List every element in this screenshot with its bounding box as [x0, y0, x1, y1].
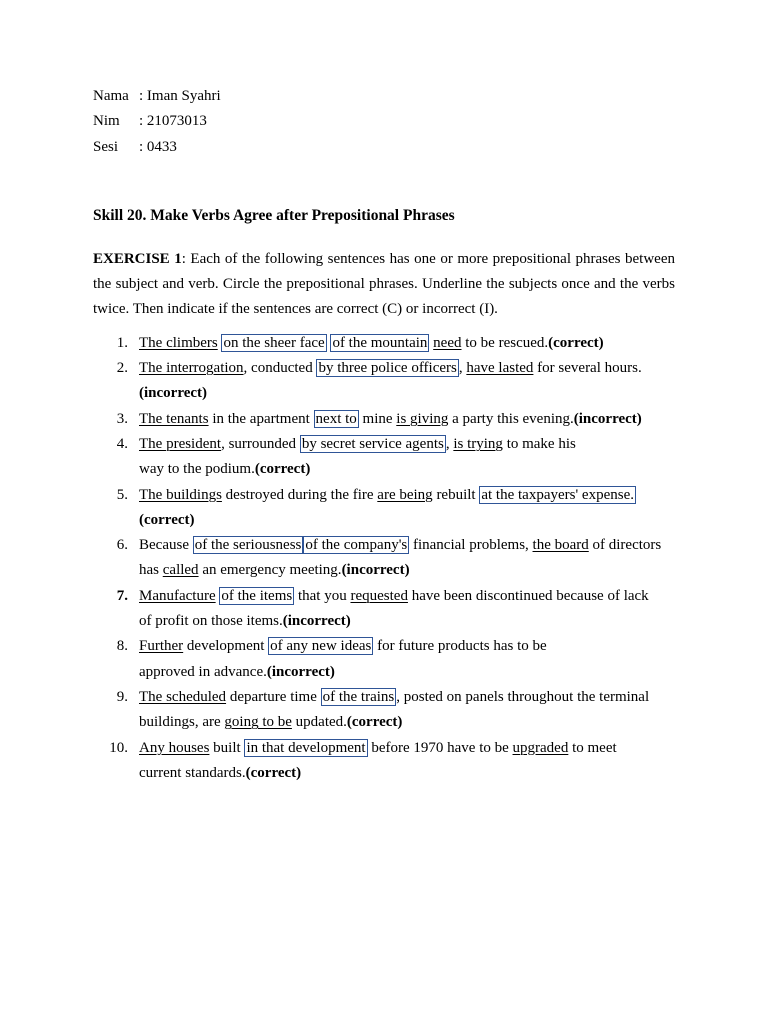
answer-label: (incorrect): [266, 663, 335, 680]
sentence-text: to be rescued.: [461, 334, 549, 351]
underlined-text: upgraded: [512, 739, 569, 756]
skill-heading: Skill 20. Make Verbs Agree after Prepositional Phrases: [93, 206, 455, 224]
document-page: [93, 84, 675, 786]
list-item: [93, 483, 675, 534]
underlined-text: going to be: [224, 714, 292, 731]
item-number: 9.: [116, 688, 128, 705]
answer-label: (incorrect): [139, 385, 208, 402]
sentence-text: buildings, are: [139, 714, 225, 731]
item-number: 3.: [116, 410, 128, 427]
underlined-text: The buildings: [139, 486, 222, 503]
nama-label: Nama: [93, 88, 129, 104]
circled-phrase: of the company's: [305, 537, 408, 554]
sentence-text: approved in advance.: [139, 663, 267, 680]
circled-phrase: of the seriousness: [194, 537, 302, 554]
answer-label: (correct): [245, 764, 302, 781]
circled-phrase: of any new ideas: [270, 638, 372, 655]
sentence-text: updated.: [291, 714, 347, 731]
list-item: [93, 533, 675, 584]
sentence-text: Because: [139, 537, 193, 554]
answer-label: (correct): [548, 334, 604, 351]
circled-phrase: on the sheer face: [223, 334, 325, 351]
sentence-text: destroyed during the fire: [221, 486, 378, 503]
underlined-text: The scheduled: [139, 688, 227, 705]
sentence-text: , posted on panels throughout the terminal: [396, 688, 650, 705]
exercise-text: : Each of the following sentences has one or more prepositional phrases between the subject and verb. Circle the prepositional phrases. Underline the subjects once and the verbs twice. Then indicate if the sentences are correct (C) or incorrect (I).: [93, 250, 675, 318]
underlined-text: is giving: [396, 410, 449, 427]
sentence-text: rebuilt: [432, 486, 480, 503]
sentence-text: ,: [445, 435, 454, 452]
list-item: [93, 331, 675, 356]
item-number: 5.: [116, 486, 128, 503]
sentence-text: built: [209, 739, 245, 756]
circled-phrase: of the trains: [322, 688, 395, 705]
answer-label: (correct): [254, 461, 311, 478]
sentence-text: for several hours.: [533, 360, 642, 377]
item-number: 10.: [109, 739, 128, 756]
info-row-nama: [93, 84, 675, 109]
info-row-sesi: [93, 135, 675, 160]
sentence-text: departure time: [226, 688, 321, 705]
underlined-text: are being: [377, 486, 433, 503]
sentence-text: of profit on those items.: [139, 613, 283, 630]
answer-label: (correct): [346, 714, 403, 731]
exercise-label: EXERCISE 1: [93, 250, 182, 267]
circled-phrase: by three police officers: [318, 360, 457, 377]
sentence-text: to make his: [502, 435, 576, 452]
sentence-text: current standards.: [139, 764, 246, 781]
item-number: 2.: [116, 360, 128, 377]
sentence-text: to meet: [568, 739, 617, 756]
sentence-text: development: [183, 638, 269, 655]
sentence-text: , surrounded: [221, 435, 300, 452]
nama-value: : Iman Syahri: [139, 88, 221, 104]
sentence-text: have been discontinued because of lack: [407, 587, 649, 604]
circled-phrase: next to: [315, 410, 357, 427]
info-row-nim: [93, 109, 675, 134]
circled-phrase: at the taxpayers' expense.: [481, 486, 634, 503]
sentence-text: a party this evening.: [448, 410, 574, 427]
sentence-text: of directors: [588, 537, 662, 554]
underlined-text: The interrogation: [139, 360, 244, 377]
sentence-text: financial problems,: [409, 537, 533, 554]
answer-label: (incorrect): [282, 613, 351, 630]
circled-phrase: in that development: [246, 739, 366, 756]
item-number: 8.: [116, 638, 128, 655]
student-info: [93, 84, 675, 160]
list-item: [93, 584, 675, 635]
sentence-text: in the apartment: [208, 410, 314, 427]
underlined-text: called: [162, 562, 199, 579]
list-item: [93, 634, 675, 685]
sesi-label: Sesi: [93, 138, 119, 155]
underlined-text: Manufacture: [139, 587, 216, 604]
underlined-text: The climbers: [139, 334, 218, 351]
item-number: 7.: [116, 587, 128, 604]
list-item: [93, 356, 675, 407]
underlined-text: have lasted: [466, 360, 534, 377]
sentence-text: that you: [294, 587, 351, 604]
underlined-text: is trying: [453, 435, 503, 452]
sentence-text: , conducted: [243, 360, 317, 377]
underlined-text: requested: [350, 587, 408, 604]
circled-phrase: of the mountain: [332, 334, 428, 351]
sentence-text: has: [139, 562, 163, 579]
underlined-text: the board: [532, 537, 589, 554]
sentence-text: mine: [358, 410, 397, 427]
item-number: 4.: [116, 435, 128, 452]
sentence-text: before 1970 have to be: [367, 739, 513, 756]
underlined-text: Further: [139, 638, 184, 655]
answer-label: (incorrect): [573, 410, 642, 427]
circled-phrase: of the items: [221, 587, 293, 604]
underlined-text: The president: [139, 435, 222, 452]
exercise-instructions: [93, 247, 675, 323]
item-number: 6.: [116, 537, 128, 554]
underlined-text: The tenants: [139, 410, 209, 427]
list-item: [93, 736, 675, 787]
answer-label: (incorrect): [341, 562, 410, 579]
circled-phrase: by secret service agents: [301, 435, 444, 452]
sentence-text: way to the podium.: [139, 461, 255, 478]
list-item: [93, 685, 675, 736]
list-item: [93, 407, 675, 432]
nim-label: Nim: [93, 113, 120, 130]
sentence-text: for future products has to be: [373, 638, 547, 655]
exercise-list: [93, 331, 675, 786]
answer-label: (correct): [139, 511, 195, 528]
nim-value: : 21073013: [139, 113, 207, 130]
sentence-text: ,: [458, 360, 467, 377]
underlined-text: Any houses: [139, 739, 210, 756]
sesi-value: : 0433: [139, 138, 177, 155]
list-item: [93, 432, 675, 483]
underlined-text: need: [433, 334, 462, 351]
sentence-text: an emergency meeting.: [198, 562, 342, 579]
item-number: 1.: [116, 334, 128, 351]
